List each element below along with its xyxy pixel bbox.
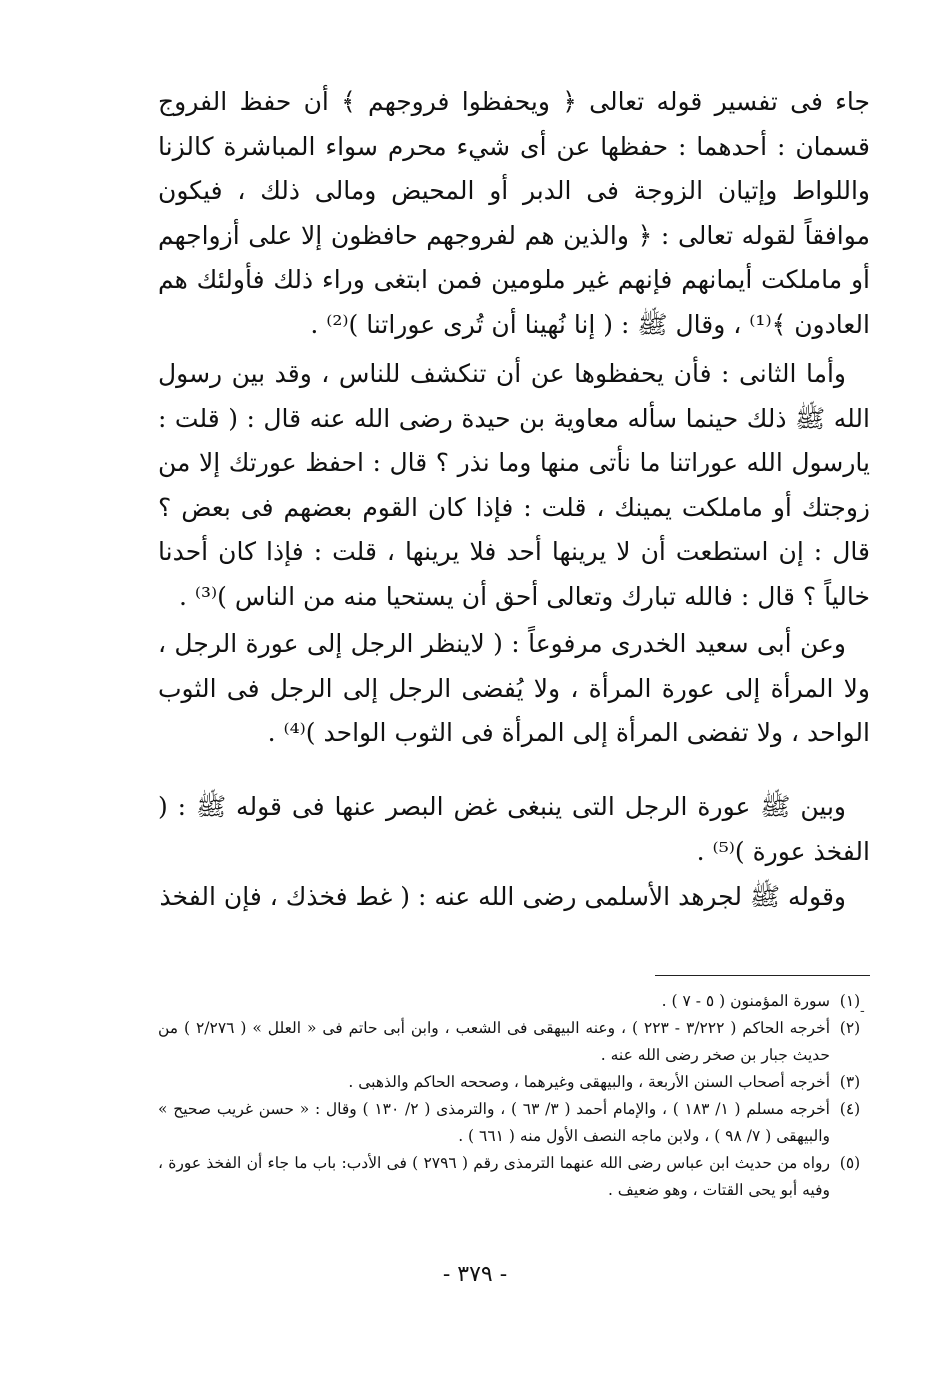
footnote — [158, 1015, 870, 1069]
main-text-5 — [158, 875, 870, 920]
main-text-2 — [158, 352, 870, 619]
footnote — [158, 1069, 870, 1096]
main-text-3 — [158, 622, 870, 756]
paragraph-1: جاء فى تفسير قوله تعالى ﴿ ويحفظوا فروجهم ﴾ أن حفظ الفروج قسمان : أحدهما : حفظها عن أى شيء محرم سواء المباشرة كالزنا واللواط وإتيان الزوجة فى الدبر أو المحيض ومالى ذلك ، فيكون موافقاً لقوله تعالى : ﴿ والذين هم لفروجهم حافظون إلا على أزواجهم أو ماملكت أيمانهم فإنهم غير ملومين فمن ابتغى وراء ذلك فأولئك هم العادون ﴾⁽¹⁾ ، وقال ﷺ : ( إنا نُهينا أن تُرى عوراتنا )⁽²⁾ . — [158, 87, 870, 339]
footnote-text: سورة المؤمنون ( ٥ - ٧ ) . — [661, 992, 830, 1010]
footnote — [158, 1096, 870, 1150]
footnote-text: أخرجه أصحاب السنن الأربعة ، والبيهقى وغيرهما ، وصححه الحاكم والذهبى . — [348, 1073, 830, 1091]
footnote-text: أخرجه الحاكم ( ٣/٢٢٢ - ٢٢٣ ) ، وعنه البيهقى فى الشعب ، وابن أبى حاتم فى « العلل » ( ٢/٢٧٦ ) من حديث جبار بن صخر رضى الله عنه . — [158, 1019, 830, 1064]
footnote-divider — [655, 975, 870, 976]
footnote-number: (٣) — [839, 1073, 861, 1091]
margin-mark: - — [860, 1003, 865, 1019]
footnote-number: (٤) — [839, 1100, 861, 1118]
paragraph-3: وعن أبى سعيد الخدرى مرفوعاً : ( لاينظر الرجل إلى عورة الرجل ، ولا المرأة إلى عورة المرأة ، ولا يُفضى الرجل إلى الرجل فى الثوب الواحد ، ولا تفضى المرأة إلى المرأة فى الثوب الواحد )⁽⁴⁾ . — [158, 629, 870, 747]
footnotes — [158, 988, 870, 1204]
footnote-text: رواه من حديث ابن عباس رضى الله عنهما الترمذى رقم ( ٢٧٩٦ ) فى الأدب: باب ما جاء أن الفخذ عورة ، وفيه أبو يحى القتات ، وهو ضعيف . — [158, 1154, 830, 1199]
paragraph-4: وبين ﷺ عورة الرجل التى ينبغى غض البصر عنها فى قوله ﷺ : ( الفخذ عورة )⁽⁵⁾ . — [158, 792, 870, 866]
main-text-4 — [158, 785, 870, 874]
main-text — [158, 80, 870, 347]
footnote-number: (١) — [839, 992, 861, 1010]
paragraph-2: وأما الثانى : فأن يحفظوها عن أن تنكشف للناس ، وقد بين رسول الله ﷺ ذلك حينما سأله معاوية بن حيدة رضى الله عنه قال : ( قلت : يارسول الله عوراتنا ما نأتى منها وما نذر ؟ قال : احفظ عورتك إلا من زوجتك أو ماملكت يمينك ، قلت : فإذا كان القوم بعضهم فى بعض ؟ قال : إن استطعت أن لا يرينها أحد فلا يرينها ، قلت : فإذا كان أحدنا خالياً ؟ قال : فالله تبارك وتعالى أحق أن يستحيا منه من الناس )⁽³⁾ . — [158, 359, 870, 611]
page-number: - ٣٧٩ - — [442, 1262, 508, 1287]
footnote — [158, 988, 870, 1015]
footnote — [158, 1150, 870, 1204]
paragraph-5: وقوله ﷺ لجرهد الأسلمى رضى الله عنه : ( غط فخذك ، فإن الفخذ — [159, 882, 846, 911]
footnote-number: (٢) — [839, 1019, 861, 1037]
footnote-text: أخرجه مسلم ( ١/ ١٨٣ ) ، والإمام أحمد ( ٣/ ٦٣ ) ، والترمذى ( ٢/ ١٣٠ ) وقال : « حسن غريب صحيح » والبيهقى ( ٧/ ٩٨ ) ، ولابن ماجه النصف الأول منه ( ٦٦١ ) . — [158, 1100, 830, 1145]
footnote-number: (٥) — [839, 1154, 861, 1172]
